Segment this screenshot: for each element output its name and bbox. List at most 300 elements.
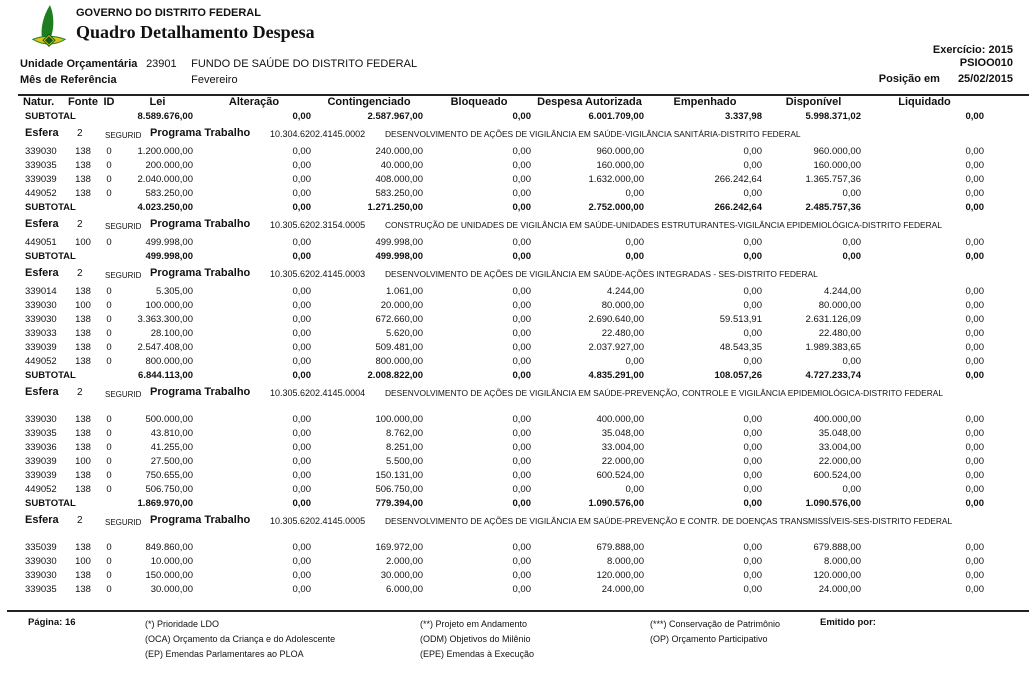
cell-fonte: 138	[75, 188, 91, 199]
cell-value-9: 400.000,00	[813, 414, 861, 425]
cell-fonte: 100	[75, 456, 91, 467]
cell-fonte: 138	[75, 146, 91, 157]
column-header-despesa-autorizada: Despesa Autorizada	[537, 96, 642, 108]
esfera-type: SEGURID	[105, 271, 142, 280]
cell-value-7: 960.000,00	[596, 146, 644, 157]
cell-value-7: 35.048,00	[601, 428, 644, 439]
cell-natur: 339039	[25, 342, 57, 353]
cell-value-5: 499.998,00	[375, 237, 423, 248]
column-header-contingenciado: Contingenciado	[327, 96, 411, 108]
subtotal-value-10: 0,00	[965, 251, 984, 262]
cell-value-3: 1.200.000,00	[137, 146, 193, 157]
table-row	[20, 413, 1029, 427]
subtotal-value-3: 4.023.250,00	[137, 202, 193, 213]
cell-value-7: 0,00	[625, 484, 644, 495]
programa-trabalho-code: 10.305.6202.4145.0004	[270, 388, 366, 398]
cell-value-5: 169.972,00	[375, 542, 423, 553]
legend-column-3	[650, 617, 780, 647]
cell-id: 0	[106, 160, 112, 171]
cell-value-3: 849.860,00	[145, 542, 193, 553]
cell-value-5: 40.000,00	[380, 160, 423, 171]
page-number-value: 16	[64, 617, 76, 628]
cell-natur: 339014	[25, 286, 57, 297]
cell-value-9: 0,00	[842, 484, 861, 495]
subtotal-value-5: 779.394,00	[375, 498, 423, 509]
cell-value-6: 0,00	[512, 456, 531, 467]
page-number-label: Página:	[28, 617, 63, 628]
table-row	[20, 187, 1029, 201]
column-header-liquidado: Liquidado	[898, 96, 951, 108]
cell-value-4: 0,00	[292, 174, 311, 185]
cell-id: 0	[106, 342, 112, 353]
cell-value-8: 0,00	[743, 456, 762, 467]
cell-id: 0	[106, 442, 112, 453]
cell-value-7: 2.037.927,00	[588, 342, 644, 353]
cell-id: 0	[106, 188, 112, 199]
cell-value-6: 0,00	[512, 484, 531, 495]
cell-natur: 449051	[25, 237, 57, 248]
legend-column-1	[145, 617, 335, 662]
table-row	[20, 483, 1029, 497]
cell-fonte: 138	[75, 356, 91, 367]
unidade-line	[20, 58, 417, 70]
cell-value-9: 120.000,00	[813, 570, 861, 581]
subtotal-label: SUBTOTAL	[25, 251, 76, 262]
table-row	[20, 236, 1029, 250]
cell-value-6: 0,00	[512, 342, 531, 353]
cell-value-10: 0,00	[965, 174, 984, 185]
subtotal-value-8: 3.337,98	[725, 111, 762, 122]
cell-value-4: 0,00	[292, 484, 311, 495]
cell-value-7: 22.000,00	[601, 456, 644, 467]
cell-value-4: 0,00	[292, 286, 311, 297]
cell-fonte: 138	[75, 160, 91, 171]
subtotal-value-5: 1.271.250,00	[367, 202, 423, 213]
subtotal-value-8: 266.242,64	[714, 202, 762, 213]
cell-value-8: 0,00	[743, 286, 762, 297]
cell-value-6: 0,00	[512, 584, 531, 595]
cell-value-5: 150.131,00	[375, 470, 423, 481]
unidade-name: FUNDO DE SAÚDE DO DISTRITO FEDERAL	[191, 58, 418, 70]
cell-value-8: 0,00	[743, 484, 762, 495]
subtotal-value-4: 0,00	[292, 370, 311, 381]
cell-value-6: 0,00	[512, 314, 531, 325]
cell-value-3: 100.000,00	[145, 300, 193, 311]
cell-value-3: 41.255,00	[150, 442, 193, 453]
cell-value-7: 24.000,00	[601, 584, 644, 595]
subtotal-label: SUBTOTAL	[25, 498, 76, 509]
cell-value-9: 0,00	[842, 237, 861, 248]
cell-natur: 335039	[25, 542, 57, 553]
subtotal-label: SUBTOTAL	[25, 370, 76, 381]
cell-natur: 449052	[25, 188, 57, 199]
cell-natur: 339035	[25, 160, 57, 171]
subtotal-value-6: 0,00	[512, 202, 531, 213]
subtotal-value-9: 2.485.757,36	[805, 202, 861, 213]
cell-value-6: 0,00	[512, 174, 531, 185]
cell-value-4: 0,00	[292, 356, 311, 367]
cell-value-6: 0,00	[512, 414, 531, 425]
subtotal-row	[20, 250, 1029, 264]
cell-value-8: 0,00	[743, 146, 762, 157]
cell-id: 0	[106, 314, 112, 325]
column-header-bloqueado: Bloqueado	[450, 96, 508, 108]
cell-value-6: 0,00	[512, 556, 531, 567]
subtotal-value-7: 2.752.000,00	[588, 202, 644, 213]
programa-trabalho-code: 10.305.6202.4145.0005	[270, 516, 366, 526]
cell-value-5: 5.620,00	[386, 328, 423, 339]
cell-natur: 339035	[25, 428, 57, 439]
subtotal-value-6: 0,00	[512, 251, 531, 262]
cell-value-3: 10.000,00	[150, 556, 193, 567]
cell-value-5: 6.000,00	[386, 584, 423, 595]
cell-value-3: 30.000,00	[150, 584, 193, 595]
subtotal-label: SUBTOTAL	[25, 111, 76, 122]
cell-id: 0	[106, 584, 112, 595]
cell-value-9: 1.365.757,36	[805, 174, 861, 185]
cell-value-4: 0,00	[292, 160, 311, 171]
cell-value-7: 400.000,00	[596, 414, 644, 425]
cell-value-10: 0,00	[965, 556, 984, 567]
cell-value-7: 22.480,00	[601, 328, 644, 339]
cell-value-4: 0,00	[292, 328, 311, 339]
subtotal-value-7: 6.001.709,00	[588, 111, 644, 122]
subtotal-value-7: 0,00	[625, 251, 644, 262]
programa-trabalho-description: DESENVOLVIMENTO DE AÇÕES DE VIGILÂNCIA EM SAÚDE-PREVENÇÃO E CONTR. DE DOENÇAS TRANSMISSÍVEIS-SES-DISTRITO FEDERAL	[385, 516, 953, 526]
cell-fonte: 138	[75, 328, 91, 339]
cell-value-8: 0,00	[743, 556, 762, 567]
cell-value-5: 240.000,00	[375, 146, 423, 157]
esfera-value: 2	[77, 219, 83, 230]
cell-value-7: 0,00	[625, 188, 644, 199]
cell-natur: 339030	[25, 314, 57, 325]
legend-item: (**) Projeto em Andamento	[420, 619, 528, 629]
cell-value-9: 1.989.383,65	[805, 342, 861, 353]
esfera-value: 2	[77, 515, 83, 526]
emitido-por-label: Emitido por:	[820, 617, 876, 628]
cell-value-8: 59.513,91	[719, 314, 762, 325]
cell-value-3: 200.000,00	[145, 160, 193, 171]
cell-value-7: 0,00	[625, 356, 644, 367]
mes-value: Fevereiro	[191, 74, 238, 86]
cell-value-7: 0,00	[625, 237, 644, 248]
cell-value-10: 0,00	[965, 328, 984, 339]
footer-divider	[7, 610, 1029, 612]
report-header	[0, 0, 1029, 96]
cell-value-10: 0,00	[965, 414, 984, 425]
legend-item: (***) Conservação de Patrimônio	[650, 619, 781, 629]
table-row	[20, 299, 1029, 313]
cell-value-9: 8.000,00	[824, 556, 861, 567]
cell-fonte: 138	[75, 174, 91, 185]
cell-value-3: 27.500,00	[150, 456, 193, 467]
mes-label: Mês de Referência	[20, 74, 117, 86]
subtotal-value-9: 1.090.576,00	[805, 498, 861, 509]
cell-value-8: 0,00	[743, 542, 762, 553]
legend-column-2	[420, 617, 534, 662]
cell-value-10: 0,00	[965, 456, 984, 467]
cell-value-4: 0,00	[292, 542, 311, 553]
subtotal-value-4: 0,00	[292, 111, 311, 122]
programa-trabalho-description: DESENVOLVIMENTO DE AÇÕES DE VIGILÂNCIA EM SAÚDE-AÇÕES INTEGRADAS - SES-DISTRITO FEDERAL	[385, 269, 818, 279]
cell-fonte: 138	[75, 570, 91, 581]
cell-fonte: 138	[75, 342, 91, 353]
esfera-row	[20, 514, 1029, 538]
subtotal-value-5: 2.008.822,00	[367, 370, 423, 381]
exercicio-line	[933, 44, 1013, 56]
subtotal-value-9: 0,00	[842, 251, 861, 262]
cell-value-7: 4.244,00	[607, 286, 644, 297]
cell-natur: 449052	[25, 356, 57, 367]
cell-value-5: 506.750,00	[375, 484, 423, 495]
subtotal-value-6: 0,00	[512, 111, 531, 122]
cell-id: 0	[106, 414, 112, 425]
table-row	[20, 145, 1029, 159]
cell-value-6: 0,00	[512, 146, 531, 157]
table-row	[20, 555, 1029, 569]
cell-value-8: 0,00	[743, 442, 762, 453]
cell-fonte: 138	[75, 470, 91, 481]
cell-value-3: 499.998,00	[145, 237, 193, 248]
gdf-logo-icon	[30, 4, 68, 50]
column-header-lei: Lei	[149, 96, 166, 108]
cell-value-10: 0,00	[965, 160, 984, 171]
cell-value-10: 0,00	[965, 300, 984, 311]
cell-natur: 339036	[25, 442, 57, 453]
esfera-row	[20, 267, 1029, 282]
cell-value-10: 0,00	[965, 286, 984, 297]
esfera-label: Esfera	[25, 386, 59, 398]
cell-fonte: 138	[75, 584, 91, 595]
cell-value-9: 679.888,00	[813, 542, 861, 553]
legend-item: (EP) Emendas Parlamentares ao PLOA	[145, 649, 304, 659]
cell-value-3: 500.000,00	[145, 414, 193, 425]
column-header-empenhado: Empenhado	[673, 96, 737, 108]
table-row	[20, 469, 1029, 483]
legend-item: (*) Prioridade LDO	[145, 619, 220, 629]
cell-value-7: 33.004,00	[601, 442, 644, 453]
cell-value-10: 0,00	[965, 356, 984, 367]
table-row	[20, 541, 1029, 555]
legend-item: (OCA) Orçamento da Criança e do Adolescente	[145, 634, 336, 644]
table-row	[20, 341, 1029, 355]
esfera-type: SEGURID	[105, 390, 142, 399]
table-body	[20, 110, 1029, 597]
cell-value-10: 0,00	[965, 188, 984, 199]
cell-value-9: 33.004,00	[818, 442, 861, 453]
cell-value-8: 0,00	[743, 470, 762, 481]
cell-value-6: 0,00	[512, 356, 531, 367]
cell-value-6: 0,00	[512, 160, 531, 171]
cell-value-3: 43.810,00	[150, 428, 193, 439]
cell-fonte: 138	[75, 542, 91, 553]
posicao-value: 25/02/2015	[957, 73, 1013, 85]
cell-id: 0	[106, 542, 112, 553]
cell-value-4: 0,00	[292, 428, 311, 439]
esfera-label: Esfera	[25, 218, 59, 230]
table-row	[20, 313, 1029, 327]
cell-value-10: 0,00	[965, 442, 984, 453]
cell-id: 0	[106, 328, 112, 339]
cell-value-7: 160.000,00	[596, 160, 644, 171]
cell-value-6: 0,00	[512, 286, 531, 297]
cell-value-9: 22.000,00	[818, 456, 861, 467]
cell-value-7: 679.888,00	[596, 542, 644, 553]
cell-value-5: 20.000,00	[380, 300, 423, 311]
cell-value-9: 35.048,00	[818, 428, 861, 439]
cell-value-10: 0,00	[965, 570, 984, 581]
programa-trabalho-label: Programa Trabalho	[150, 218, 251, 230]
cell-id: 0	[106, 456, 112, 467]
cell-value-9: 24.000,00	[818, 584, 861, 595]
esfera-label: Esfera	[25, 514, 59, 526]
cell-value-6: 0,00	[512, 570, 531, 581]
subtotal-value-8: 0,00	[743, 498, 762, 509]
cell-id: 0	[106, 356, 112, 367]
programa-trabalho-description: DESENVOLVIMENTO DE AÇÕES DE VIGILÂNCIA EM SAÚDE-PREVENÇÃO, CONTROLE E VIGILÂNCIA EPIDEMIOLÓGICA-DISTRITO FEDERAL	[385, 388, 943, 398]
cell-value-8: 0,00	[743, 160, 762, 171]
cell-id: 0	[106, 556, 112, 567]
cell-value-5: 408.000,00	[375, 174, 423, 185]
cell-value-10: 0,00	[965, 470, 984, 481]
cell-fonte: 138	[75, 414, 91, 425]
cell-value-9: 22.480,00	[818, 328, 861, 339]
cell-value-4: 0,00	[292, 470, 311, 481]
cell-value-8: 0,00	[743, 328, 762, 339]
cell-id: 0	[106, 484, 112, 495]
subtotal-value-9: 5.998.371,02	[805, 111, 861, 122]
cell-value-6: 0,00	[512, 442, 531, 453]
cell-value-4: 0,00	[292, 442, 311, 453]
legend-item: (ODM) Objetivos do Milênio	[420, 634, 531, 644]
column-header-row	[20, 96, 1029, 110]
cell-value-8: 0,00	[743, 414, 762, 425]
cell-value-9: 160.000,00	[813, 160, 861, 171]
programa-trabalho-code: 10.305.6202.3154.0005	[270, 220, 366, 230]
subtotal-value-8: 0,00	[743, 251, 762, 262]
table-row	[20, 455, 1029, 469]
cell-natur: 449052	[25, 484, 57, 495]
subtotal-value-4: 0,00	[292, 202, 311, 213]
cell-value-3: 506.750,00	[145, 484, 193, 495]
cell-fonte: 100	[75, 556, 91, 567]
subtotal-value-8: 108.057,26	[714, 370, 762, 381]
subtotal-value-3: 8.589.676,00	[137, 111, 193, 122]
cell-value-3: 583.250,00	[145, 188, 193, 199]
subtotal-value-10: 0,00	[965, 111, 984, 122]
cell-value-4: 0,00	[292, 237, 311, 248]
cell-value-7: 2.690.640,00	[588, 314, 644, 325]
esfera-value: 2	[77, 268, 83, 279]
cell-value-5: 1.061,00	[386, 286, 423, 297]
subtotal-value-6: 0,00	[512, 498, 531, 509]
subtotal-value-3: 6.844.113,00	[138, 370, 193, 381]
subtotal-value-9: 4.727.233,74	[805, 370, 861, 381]
cell-value-5: 800.000,00	[375, 356, 423, 367]
cell-fonte: 100	[75, 237, 91, 248]
programa-trabalho-code: 10.305.6202.4145.0003	[270, 269, 366, 279]
cell-value-3: 28.100,00	[150, 328, 193, 339]
government-name: GOVERNO DO DISTRITO FEDERAL	[76, 7, 261, 19]
cell-value-5: 8.762,00	[386, 428, 423, 439]
cell-value-4: 0,00	[292, 314, 311, 325]
report-code: PSIOO010	[959, 57, 1013, 69]
cell-value-9: 4.244,00	[824, 286, 861, 297]
subtotal-value-7: 4.835.291,00	[588, 370, 644, 381]
cell-value-10: 0,00	[965, 146, 984, 157]
cell-value-5: 509.481,00	[375, 342, 423, 353]
programa-trabalho-label: Programa Trabalho	[150, 127, 251, 139]
subtotal-value-10: 0,00	[965, 202, 984, 213]
cell-natur: 339039	[25, 470, 57, 481]
cell-value-6: 0,00	[512, 470, 531, 481]
legend-item: (EPE) Emendas à Execução	[420, 649, 535, 659]
cell-value-6: 0,00	[512, 300, 531, 311]
cell-natur: 339035	[25, 584, 57, 595]
esfera-type: SEGURID	[105, 518, 142, 527]
esfera-type: SEGURID	[105, 222, 142, 231]
cell-value-4: 0,00	[292, 300, 311, 311]
table-row	[20, 159, 1029, 173]
cell-value-9: 0,00	[842, 188, 861, 199]
cell-value-5: 672.660,00	[375, 314, 423, 325]
posicao-line	[879, 73, 1013, 85]
posicao-label: Posição em	[878, 73, 940, 85]
subtotal-value-3: 499.998,00	[145, 251, 193, 262]
esfera-row	[20, 386, 1029, 410]
table-row	[20, 441, 1029, 455]
cell-natur: 339030	[25, 556, 57, 567]
cell-value-4: 0,00	[292, 188, 311, 199]
subtotal-row	[20, 110, 1029, 124]
cell-fonte: 138	[75, 428, 91, 439]
table-row	[20, 173, 1029, 187]
cell-value-9: 80.000,00	[818, 300, 861, 311]
column-header-disponivel: Disponível	[785, 96, 842, 108]
cell-value-9: 960.000,00	[813, 146, 861, 157]
subtotal-row	[20, 201, 1029, 215]
legend-item: (OP) Orçamento Participativo	[650, 634, 768, 644]
cell-natur: 339030	[25, 300, 57, 311]
cell-value-4: 0,00	[292, 570, 311, 581]
subtotal-row	[20, 369, 1029, 383]
cell-value-8: 0,00	[743, 570, 762, 581]
cell-id: 0	[106, 174, 112, 185]
cell-id: 0	[106, 146, 112, 157]
programa-trabalho-label: Programa Trabalho	[150, 386, 251, 398]
table-row	[20, 569, 1029, 583]
cell-value-3: 5.305,00	[156, 286, 193, 297]
table-row	[20, 327, 1029, 341]
cell-value-5: 30.000,00	[380, 570, 423, 581]
column-header-fonte: Fonte	[68, 96, 98, 108]
table-row	[20, 355, 1029, 369]
subtotal-value-3: 1.869.970,00	[137, 498, 193, 509]
cell-value-6: 0,00	[512, 542, 531, 553]
subtotal-value-10: 0,00	[965, 370, 984, 381]
cell-fonte: 138	[75, 484, 91, 495]
cell-natur: 339033	[25, 328, 57, 339]
subtotal-row	[20, 497, 1029, 511]
report-footer	[0, 610, 1029, 679]
cell-natur: 339030	[25, 146, 57, 157]
cell-value-7: 600.524,00	[596, 470, 644, 481]
esfera-value: 2	[77, 128, 83, 139]
cell-value-7: 120.000,00	[596, 570, 644, 581]
esfera-label: Esfera	[25, 127, 59, 139]
cell-value-5: 8.251,00	[386, 442, 423, 453]
subtotal-label: SUBTOTAL	[25, 202, 76, 213]
